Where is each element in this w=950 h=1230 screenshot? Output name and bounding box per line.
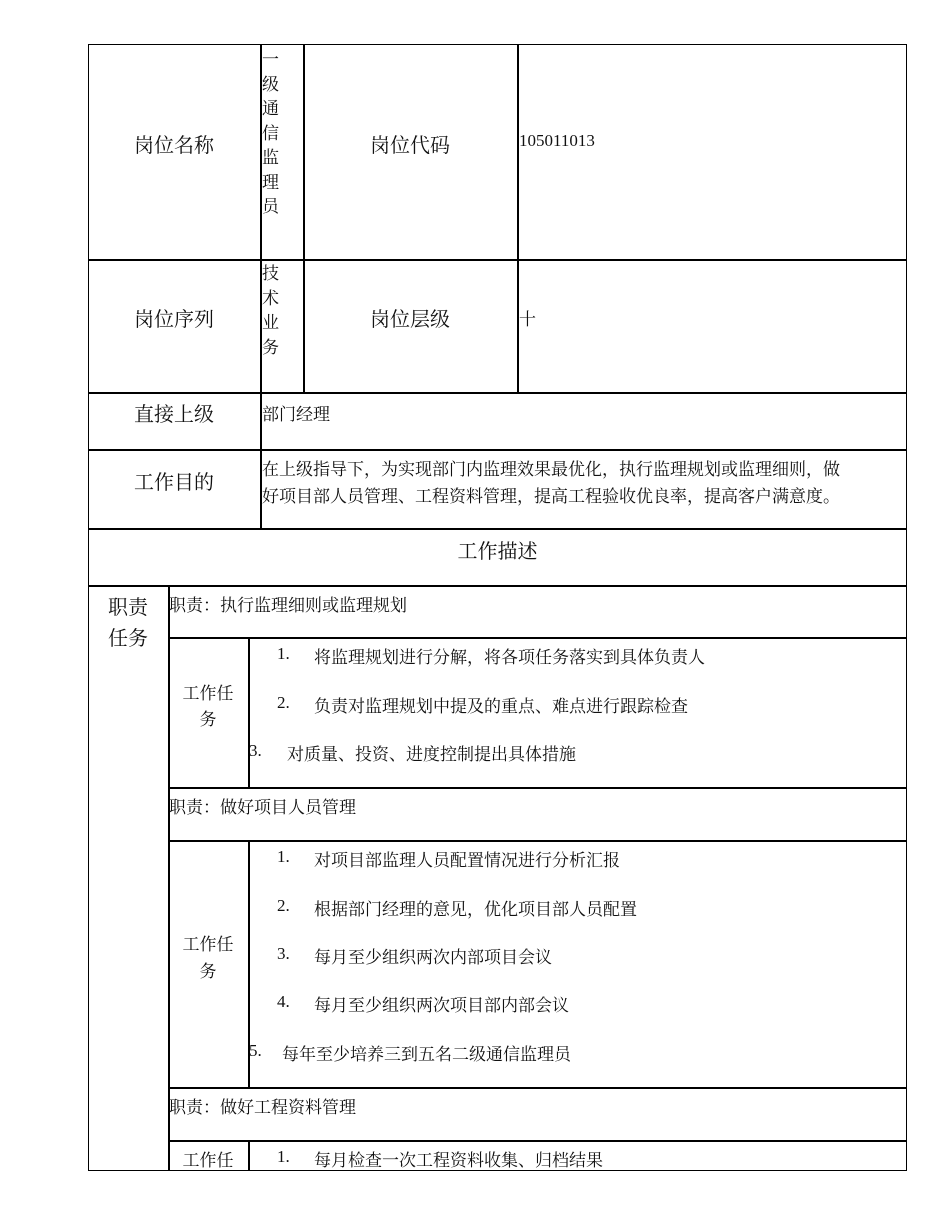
task-label-line1: 工作任 [182, 684, 234, 703]
post-code-value: 105011013 [519, 131, 595, 150]
row-divider [88, 392, 907, 394]
task-number: 2. [277, 896, 290, 915]
post-level-label: 岗位层级 [370, 309, 450, 331]
task-text: 对质量、投资、进度控制提出具体措施 [287, 745, 576, 764]
post-level-value: 十 [519, 310, 536, 329]
duty-title: 职责：做好项目人员管理 [169, 798, 356, 817]
post-name-value: 一级通信监理员 [262, 50, 279, 216]
column-divider [517, 44, 519, 393]
task-text: 根据部门经理的意见，优化项目部人员配置 [314, 900, 637, 919]
post-sequence-label: 岗位序列 [134, 309, 214, 331]
purpose-line-1: 在上级指导下，为实现部门内监理效果最优化，执行监理规划或监理细则，做 [262, 460, 840, 479]
superior-value: 部门经理 [262, 405, 330, 424]
duty-title: 职责：执行监理细则或监理规划 [169, 596, 407, 615]
task-text: 每月检查一次工程资料收集、归档结果 [314, 1151, 603, 1170]
task-number: 5. [249, 1041, 262, 1060]
task-number: 3. [249, 741, 262, 760]
work-description-title: 工作描述 [457, 541, 538, 563]
task-label-line1: 工作任 [182, 1151, 234, 1170]
task-text: 每年至少培养三到五名二级通信监理员 [282, 1045, 571, 1064]
purpose-label: 工作目的 [134, 472, 214, 494]
row-divider [88, 449, 907, 451]
duty-task-label-line2: 任务 [108, 628, 148, 650]
row-divider [168, 1087, 907, 1089]
column-divider [248, 1140, 250, 1171]
task-number: 1. [277, 1147, 290, 1166]
row-divider [88, 528, 907, 530]
column-divider [248, 637, 250, 788]
column-divider [168, 585, 170, 1171]
post-code-label: 岗位代码 [370, 135, 450, 157]
row-divider [88, 259, 907, 261]
task-label-line2: 务 [199, 962, 217, 981]
task-text: 将监理规划进行分解，将各项任务落实到具体负责人 [314, 648, 705, 667]
post-sequence-value: 技术业务 [262, 264, 279, 357]
row-divider [88, 585, 907, 587]
row-divider [168, 840, 907, 842]
task-label-line1: 工作任 [182, 935, 234, 954]
task-number: 1. [277, 847, 290, 866]
task-number: 3. [277, 944, 290, 963]
duty-task-label-line1: 职责 [108, 597, 148, 619]
column-divider [303, 44, 305, 393]
row-divider [168, 637, 907, 639]
task-number: 4. [277, 992, 290, 1011]
post-name-label: 岗位名称 [134, 135, 214, 157]
task-text: 负责对监理规划中提及的重点、难点进行跟踪检查 [314, 697, 688, 716]
task-number: 1. [277, 644, 290, 663]
purpose-line-2: 好项目部人员管理、工程资料管理，提高工程验收优良率，提高客户满意度。 [262, 487, 840, 506]
duty-title: 职责：做好工程资料管理 [169, 1098, 356, 1117]
row-divider [168, 1140, 907, 1142]
task-text: 每月至少组织两次项目部内部会议 [314, 996, 569, 1015]
task-label-line2: 务 [199, 710, 217, 729]
task-text: 对项目部监理人员配置情况进行分析汇报 [314, 851, 620, 870]
row-divider [168, 787, 907, 789]
task-number: 2. [277, 693, 290, 712]
superior-label: 直接上级 [134, 404, 214, 426]
task-text: 每月至少组织两次内部项目会议 [314, 948, 552, 967]
